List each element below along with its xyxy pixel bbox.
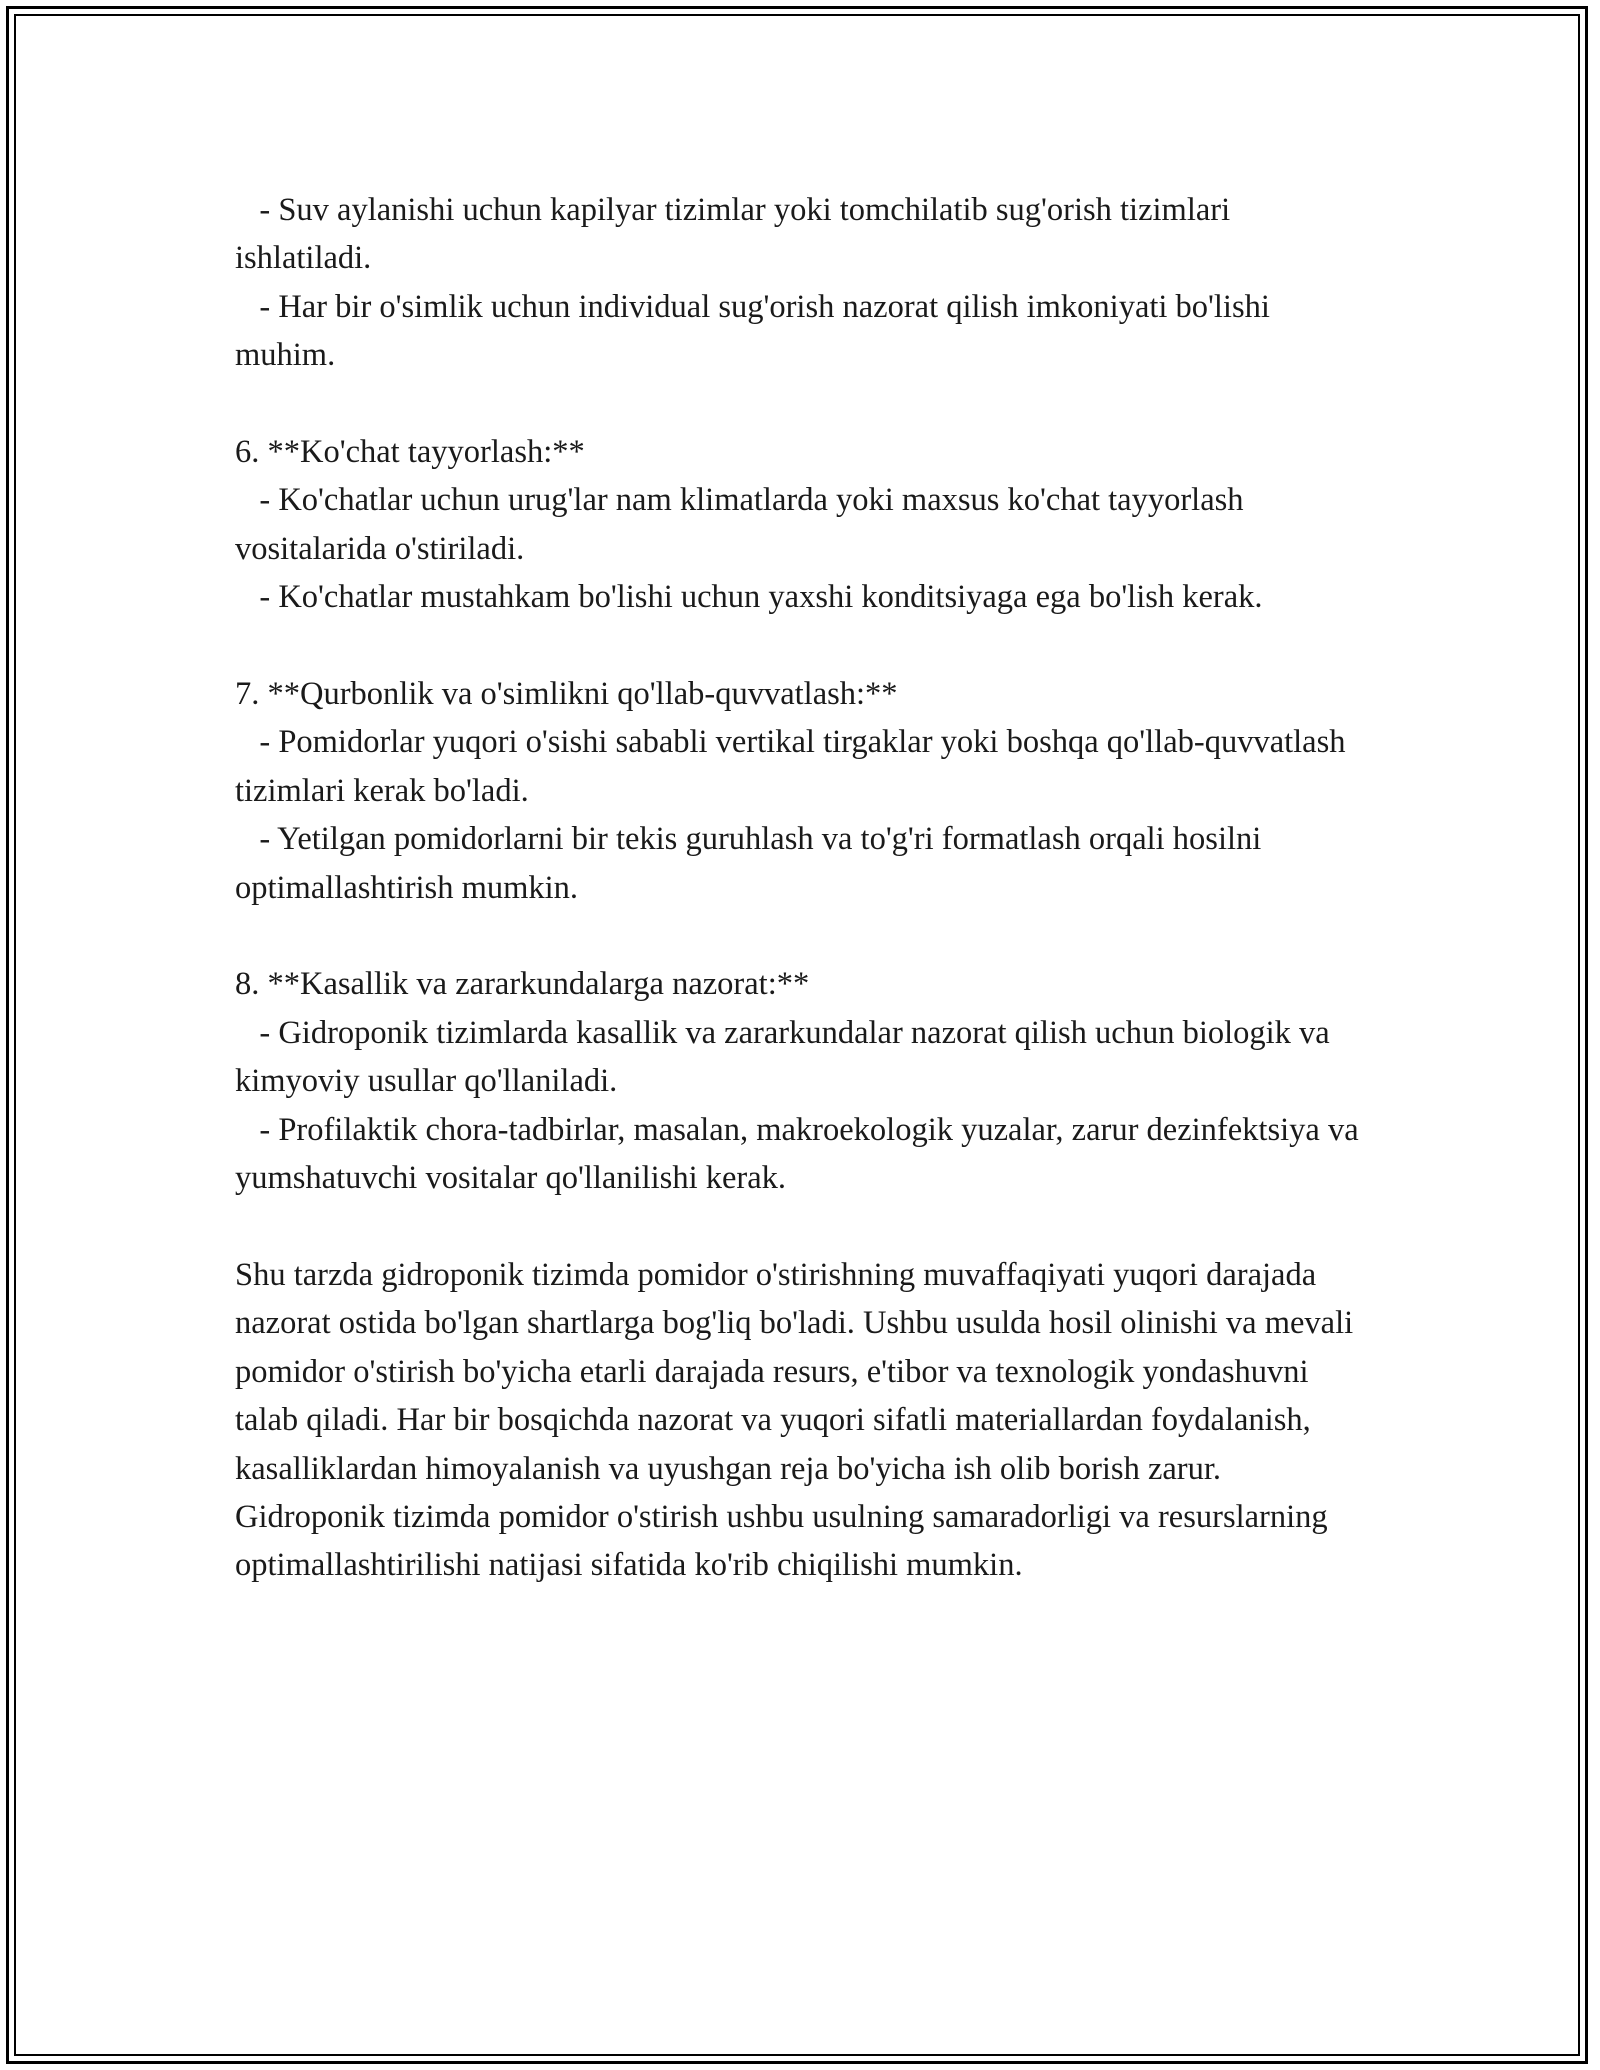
paragraph-gap — [235, 912, 1365, 960]
section-item: - Yetilgan pomidorlarni bir tekis guruhlash va to'g'ri formatlash orqali hosilni optimallashtirish mumkin. — [235, 821, 1270, 906]
section-item: - Ko'chatlar uchun urug'lar nam klimatlarda yoki maxsus ko'chat tayyorlash vositalarida o'stiriladi. — [235, 482, 1252, 567]
section-heading: 6. **Ko'chat tayyorlash:** — [235, 434, 585, 471]
paragraph-gap — [235, 1202, 1365, 1250]
intro-item: - Har bir o'simlik uchun individual sug'orish nazorat qilish imkoniyati bo'lishi muhim. — [235, 288, 1279, 374]
section-heading: 8. **Kasallik va zararkundalarga nazorat:** — [235, 966, 810, 1003]
paragraph-gap — [235, 380, 1365, 428]
conclusion-paragraph: Shu tarzda gidroponik tizimda pomidor o'stirishning muvaffaqiyati yuqori darajada nazorat ostida bo'lgan shartlarga bog'liq bo'ladi. Ushbu usulda hosil olinishi va mevali pomidor o'stirish bo'yicha etarli darajada resurs, e'tibor va texnologik yondashuvni talab qiladi. Har bir bosqichda nazorat va yuqori sifatli materiallardan foydalanish, kasalliklardan himoyalanish va uyushgan reja bo'yicha ish olib borish zarur. Gidroponik tizimda pomidor o'stirish ushbu usulning samaradorligi va resurslarning optimallashtirilishi natijasi sifatida ko'rib chiqilishi mumkin. — [235, 1256, 1362, 1584]
section-heading: 7. **Qurbonlik va o'simlikni qo'llab-quvvatlash:** — [235, 676, 898, 713]
intro-item: - Suv aylanishi uchun kapilyar tizimlar yoki tomchilatib sug'orish tizimlari ishlatiladi. — [235, 192, 1239, 277]
paragraph-gap — [235, 622, 1365, 670]
section-item: - Profilaktik chora-tadbirlar, masalan, makroekologik yuzalar, zarur dezinfektsiya va yumshatuvchi vositalar qo'llanilishi kerak. — [235, 1111, 1367, 1197]
document-body — [235, 186, 1365, 1590]
section-item: - Gidroponik tizimlarda kasallik va zararkundalar nazorat qilish uchun biologik va kimyoviy usullar qo'llaniladi. — [235, 1014, 1338, 1100]
section-item: - Ko'chatlar mustahkam bo'lishi uchun yaxshi konditsiyaga ega bo'lish kerak. — [235, 579, 1263, 616]
section-item: - Pomidorlar yuqori o'sishi sababli vertikal tirgaklar yoki boshqa qo'llab-quvvatlash tizimlari kerak bo'ladi. — [235, 724, 1354, 809]
